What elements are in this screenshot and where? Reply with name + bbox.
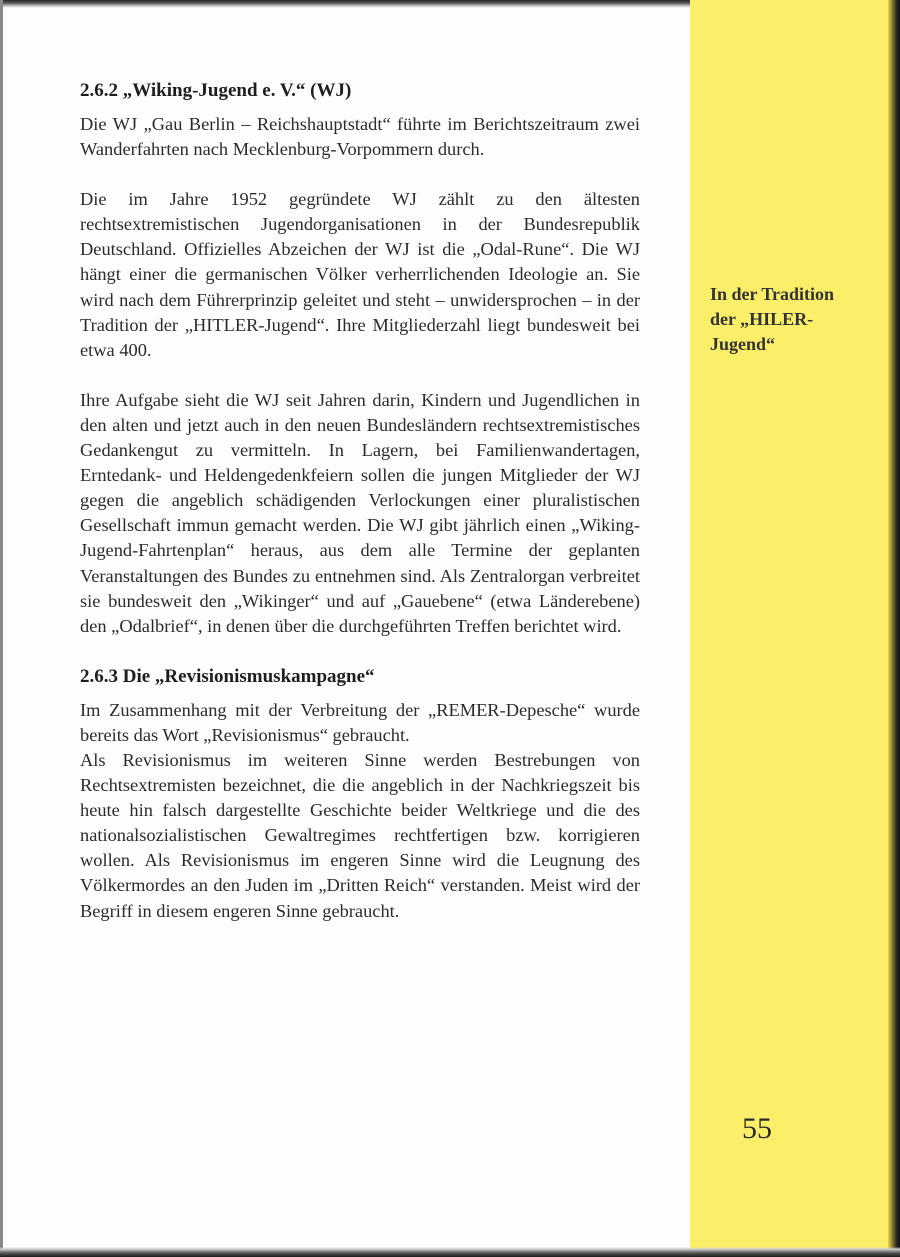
margin-note: In der Tradition der „HILER-Jugend“ [710, 284, 835, 354]
paragraph: Im Zusammenhang mit der Verbreitung der „REMER-Depesche“ wurde bereits das Wort „Revisionismus“ gebraucht. [80, 699, 640, 745]
main-text-column [80, 78, 640, 924]
paragraph: Als Revisionismus im weiteren Sinne werden Bestrebungen von Rechtsextremisten bezeichnet, die die angeblich in der Nachkriegszeit bis heute hin falsch dargestellte Geschichte beider Weltkriege und die des nationalsozialistischen Gewaltregimes rechtfertigen bzw. korrigieren wollen. Als Revisionismus im engeren Sinne wird die Leugnung des Völkermordes an den Juden im „Dritten Reich“ verstanden. Meist wird der Begriff in diesem engeren Sinne gebraucht. [80, 749, 640, 921]
paragraph: Die WJ „Gau Berlin – Reichshauptstadt“ führte im Berichtszeitraum zwei Wanderfahrten nach Mecklenburg-Vorpommern durch. [80, 114, 640, 160]
page-number: 55 [742, 1112, 772, 1145]
margin-column [690, 0, 890, 1257]
section-heading: 2.6.2 „Wiking-Jugend e. V.“ (WJ) [80, 80, 352, 101]
section-heading: 2.6.3 Die „Revisionismuskampagne“ [80, 665, 375, 687]
section-wiking-jugend [80, 78, 640, 639]
paragraph: Ihre Aufgabe sieht die WJ seit Jahren darin, Kindern und Jugendlichen in den alten und jetzt auch in den neuen Bundesländern rechtsextremistisches Gedankengut zu vermitteln. In Lagern, bei Familienwandertagen, Erntedank- und Heldengedenkfeiern sollen die jungen Mitglieder der WJ gegen die angeblich schädigenden Verlockungen einer pluralistischen Gesellschaft immun gemacht werden. Die WJ gibt jährlich einen „Wiking-Jugend-Fahrtenplan“ heraus, aus dem alle Termine der geplanten Veranstaltungen des Bundes zu entnehmen sind. Als Zentralorgan verbreitet sie bundesweit den „Wikinger“ und auf „Gauebene“ (etwa Länderebene) den „Odalbrief“, in denen über die durchgeführten Treffen berichtet wird. [80, 389, 640, 636]
paragraph: Die im Jahre 1952 gegründete WJ zählt zu den ältesten rechtsextremistischen Jugendorganisationen in der Bundesrepublik Deutschland. Offizielles Abzeichen der WJ ist die „Odal-Rune“. Die WJ hängt einer die germanischen Völker verherrlichenden Ideologie an. Sie wird nach dem Führerprinzip geleitet und steht – unwidersprochen – in der Tradition der „HITLER-Jugend“. Ihre Mitgliederzahl liegt bundesweit bei etwa 400. [80, 189, 640, 360]
scan-left-edge [0, 0, 3, 1257]
scan-right-edge [888, 0, 900, 1257]
section-revisionismus [80, 664, 640, 924]
scan-bottom-edge [0, 1247, 900, 1257]
